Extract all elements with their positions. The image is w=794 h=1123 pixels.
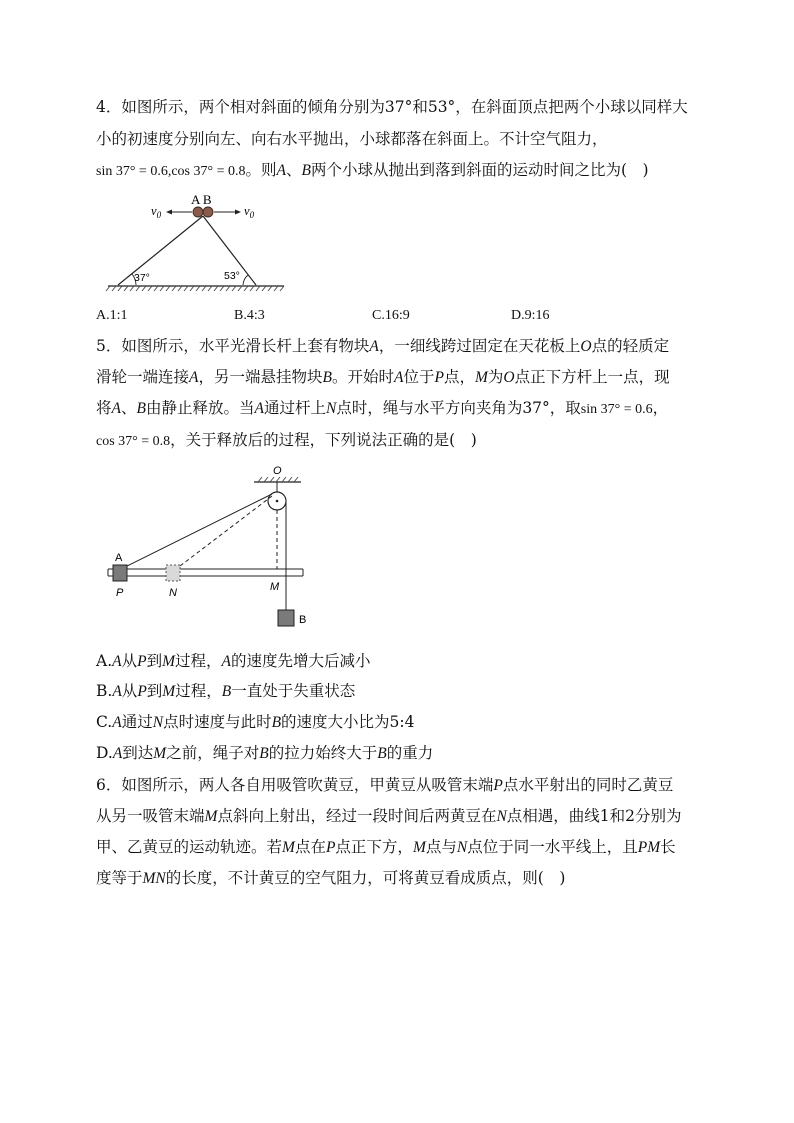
q5-stem-line1: 5．如图所示，水平光滑长杆上套有物块A，一细线跨过固定在天花板上O点的轻质定 <box>96 337 670 355</box>
ball-b <box>203 207 213 217</box>
q4-figure-inclines <box>96 190 286 292</box>
q5-option-d[interactable]: D.A到达M之前，绳子对B的拉力始终大于B的重力 <box>96 744 434 762</box>
q6-stem-line2: 从另一吸管末端M点斜向上射出，经过一段时间后两黄豆在N点相遇，曲线1和2分别为 <box>96 807 682 825</box>
q5-option-c[interactable]: C.A通过N点时速度与此时B的速度大小比为5:4 <box>96 713 415 731</box>
q6-stem-line1: 6．如图所示，两人各自用吸管吹黄豆，甲黄豆从吸管末端P点水平射出的同时乙黄豆 <box>96 776 674 794</box>
q5-stem-line2: 滑轮一端连接A，另一端悬挂物块B。开始时A位于P点，M为O点正下方杆上一点，现 <box>96 368 670 386</box>
ball-a <box>193 207 203 217</box>
q6-stem-line3: 甲、乙黄豆的运动轨迹。若M点在P点正下方，M点与N点位于同一水平线上，且PM长 <box>96 838 676 856</box>
q5-label-o: O <box>273 465 282 477</box>
block-b <box>278 610 294 626</box>
q4-angle-37-label: 37° <box>134 272 150 284</box>
q5-figure-pulley <box>96 462 316 637</box>
q4-option-c[interactable]: C.16:9 <box>372 308 410 323</box>
q4-stem-line3: sin 37° = 0.6,cos 37° = 0.8。则A、B两个小球从抛出到落到斜面的运动时间之比为( ) <box>96 161 649 179</box>
q4-stem-line2: 小的初速度分别向左、向右水平抛出，小球都落在斜面上。不计空气阻力， <box>96 130 608 148</box>
q4-v0-left-label: $v_0$ <box>151 204 162 220</box>
q4-stem-line1: 4．如图所示，两个相对斜面的倾角分别为37°和53°，在斜面顶点把两个小球以同样大 <box>96 98 688 116</box>
q4-angle-53-label: 53° <box>224 270 240 282</box>
q5-option-b[interactable]: B.A从P到M过程，B一直处于失重状态 <box>96 682 356 700</box>
q5-option-a[interactable]: A.A从P到M过程，A的速度先增大后减小 <box>96 652 371 670</box>
block-a <box>113 565 127 581</box>
q4-option-d[interactable]: D.9:16 <box>511 308 550 323</box>
q4-option-b[interactable]: B.4:3 <box>234 308 265 323</box>
q4-trig-values: sin 37° = 0.6,cos 37° = 0.8 <box>96 164 246 179</box>
q4-balls-label: A B <box>191 192 212 207</box>
q5-label-n: N <box>169 587 177 599</box>
q5-label-p: P <box>116 587 124 599</box>
q5-label-m: M <box>270 581 280 593</box>
block-a-ghost-at-n <box>166 565 180 581</box>
q4-option-a[interactable]: A.1:1 <box>96 308 128 323</box>
q5-stem-line3: 将A、B由静止释放。当A通过杆上N点时，绳与水平方向夹角为37°，取sin 37° = 0.6， <box>96 399 669 417</box>
q4-v0-right-label: $v_0$ <box>244 204 255 220</box>
q5-label-a: A <box>115 552 123 564</box>
q6-stem-line4: 度等于MN的长度，不计黄豆的空气阻力，可将黄豆看成质点，则( ) <box>96 869 566 887</box>
q5-stem-line4: cos 37° = 0.8，关于释放后的过程，下列说法正确的是( ) <box>96 431 477 449</box>
q5-label-b: B <box>299 614 307 626</box>
